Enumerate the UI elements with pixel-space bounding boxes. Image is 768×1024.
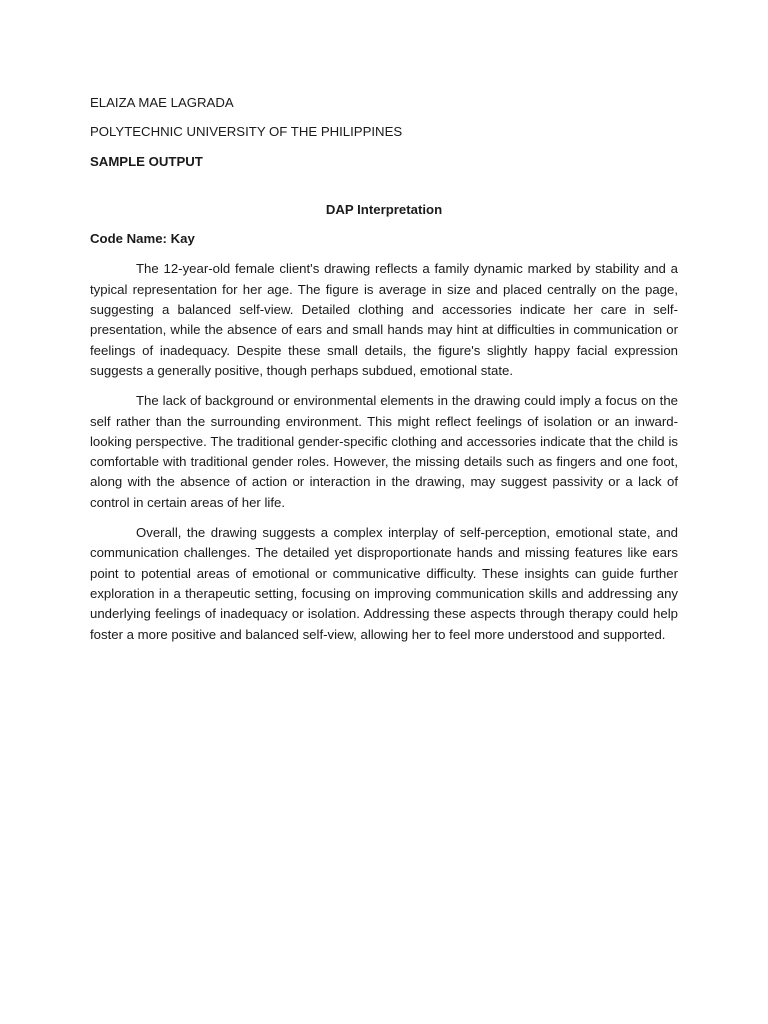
paragraph-3: Overall, the drawing suggests a complex interplay of self-perception, emotional state, and communication challenges. The detailed yet disproportionate hands and missing features like ears point to potential areas of emotional or communicative difficulty. These insights can guide further exploration in a therapeutic setting, focusing on improving communication skills and addressing any underlying feelings of inadequacy or isolation. Addressing these aspects through therapy could help foster a more positive and balanced self-view, allowing her to feel more understood and supported. (90, 525, 678, 642)
sample-output-label: SAMPLE OUTPUT (90, 153, 203, 169)
paragraph-2: The lack of background or environmental elements in the drawing could imply a focus on the self rather than the surrounding environment. This might reflect feelings of isolation or an inward-looking perspective. The traditional gender-specific clothing and accessories indicate that the child is comfortable with traditional gender roles. However, the missing details such as fingers and one foot, along with the absence of action or interaction in the drawing, may suggest passivity or a lack of control in certain areas of her life. (90, 393, 678, 510)
code-name: Code Name: Kay (90, 231, 195, 247)
author-name: ELAIZA MAE LAGRADA (90, 95, 234, 110)
institution-name: POLYTECHNIC UNIVERSITY OF THE PHILIPPINES (90, 124, 403, 140)
document-body (90, 93, 678, 655)
document-title: DAP Interpretation (325, 201, 443, 217)
paragraph-1: The 12-year-old female client's drawing reflects a family dynamic marked by stability and a typical representation for her age. The figure is average in size and placed centrally on the page, suggesting a balanced self-view. Detailed clothing and accessories indicate her care in self-presentation, while the absence of ears and small hands may hint at difficulties in communication or feelings of inadequacy. Despite these small details, the figure's slightly happy facial expression suggests a generally positive, though perhaps subdued, emotional state. (90, 261, 678, 378)
